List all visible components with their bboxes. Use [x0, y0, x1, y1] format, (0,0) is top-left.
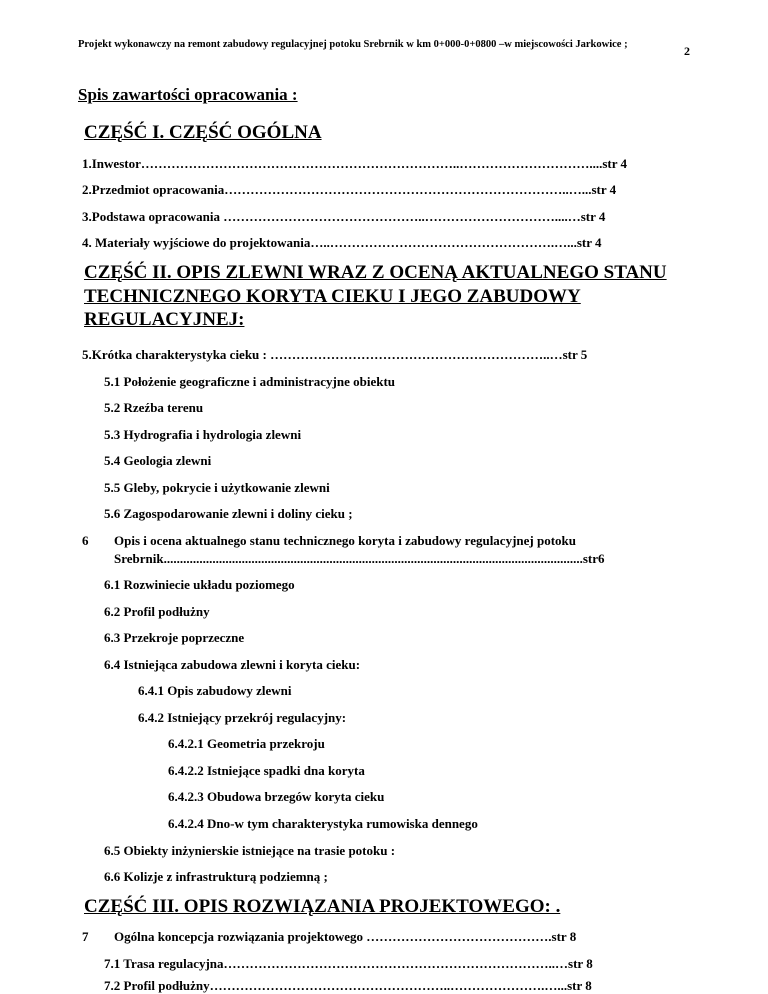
- toc-entry: 7.1 Trasa regulacyjna…………………………………………………………………..…str 8: [104, 955, 593, 971]
- toc-entry: 5.Krótka charakterystyka cieku : ………………………………………………………..…str 5: [82, 347, 588, 363]
- toc-entry: 2.Przedmiot opracowania……………………………………………………………………..…...str 4: [82, 182, 617, 198]
- toc-entry: 6.6 Kolizje z infrastrukturą podziemną ;: [104, 869, 328, 885]
- section-part-1: [78, 121, 696, 252]
- toc-entry: 6.5 Obiekty inżynierskie istniejące na trasie potoku :: [104, 842, 396, 858]
- running-title: Projekt wykonawczy na remont zabudowy regulacyjnej potoku Srebrnik w km 0+000-0+0800 –w miejscowości Jarkowice ;: [78, 39, 628, 50]
- toc-entry: 5.5 Gleby, pokrycie i użytkowanie zlewni: [104, 479, 330, 495]
- toc-entry: 6.4.2.4 Dno-w tym charakterystyka rumowiska dennego: [168, 816, 478, 832]
- toc-entry: 6.1 Rozwiniecie układu poziomego: [104, 577, 295, 593]
- section-heading-part-3: CZĘŚĆ III. OPIS ROZWIĄZANIA PROJEKTOWEGO: .: [84, 895, 561, 917]
- toc-entry: 6.4.2.3 Obudowa brzegów koryta cieku: [168, 789, 385, 805]
- section-heading-part-1: CZĘŚĆ I. CZĘŚĆ OGÓLNA: [84, 122, 322, 143]
- toc-entry: 1.Inwestor………………………………………………………………..…………………………....str 4: [82, 155, 628, 171]
- toc-entry: 6.4.2 Istniejący przekrój regulacyjny:: [138, 709, 347, 725]
- toc-entry: 3.Podstawa opracowania ………………………………………..…………………………....…str 4: [82, 208, 606, 224]
- toc-entry: 4. Materiały wyjściowe do projektowania…..…………………………………………….…...str 4: [82, 235, 602, 251]
- toc-entry-index: 6: [82, 533, 89, 549]
- section-part-3: [78, 895, 696, 994]
- toc-entry-text: Opis i ocena aktualnego stanu technicznego koryta i zabudowy regulacyjnej potoku Srebrnik.................................................................................................................................str6: [114, 533, 605, 566]
- toc-entry: 5.1 Położenie geograficzne i administracyjne obiektu: [104, 373, 396, 389]
- page-header: [78, 38, 696, 59]
- toc-entry: 6.4 Istniejąca zabudowa zlewni i koryta cieku:: [104, 656, 361, 672]
- toc-entry: 5.3 Hydrografia i hydrologia zlewni: [104, 426, 302, 442]
- toc-entry: 6.2 Profil podłużny: [104, 603, 210, 619]
- section-part-2: [78, 261, 696, 886]
- toc-entry-numbered: [78, 928, 696, 946]
- toc-entry-index: 7: [82, 929, 89, 945]
- toc-entry: 6.4.1 Opis zabudowy zlewni: [138, 683, 292, 699]
- toc-entry: 7.2 Profil podłużny………………………………………………..………………….…...str 8: [104, 977, 592, 993]
- toc-entry: 6.4.2.2 Istniejące spadki dna koryta: [168, 762, 365, 778]
- page-title: Spis zawartości opracowania :: [78, 85, 298, 104]
- toc-entry: 5.2 Rzeźba terenu: [104, 400, 204, 416]
- toc-entry: 6.3 Przekroje poprzeczne: [104, 630, 245, 646]
- toc-entry: 5.4 Geologia zlewni: [104, 453, 212, 469]
- toc-entry: 6.4.2.1 Geometria przekroju: [168, 736, 325, 752]
- toc-entry: 5.6 Zagospodarowanie zlewni i doliny cieku ;: [104, 506, 353, 522]
- page-number: 2: [684, 44, 690, 58]
- toc-entry-text: Ogólna koncepcja rozwiązania projektowego …………………………………….str 8: [114, 929, 577, 945]
- toc-entry-numbered: [78, 532, 696, 567]
- section-heading-part-2: CZĘŚĆ II. OPIS ZLEWNI WRAZ Z OCENĄ AKTUALNEGO STANU TECHNICZNEGO KORYTA CIEKU I JEGO ZABUDOWY REGULACYJNEJ:: [84, 261, 667, 331]
